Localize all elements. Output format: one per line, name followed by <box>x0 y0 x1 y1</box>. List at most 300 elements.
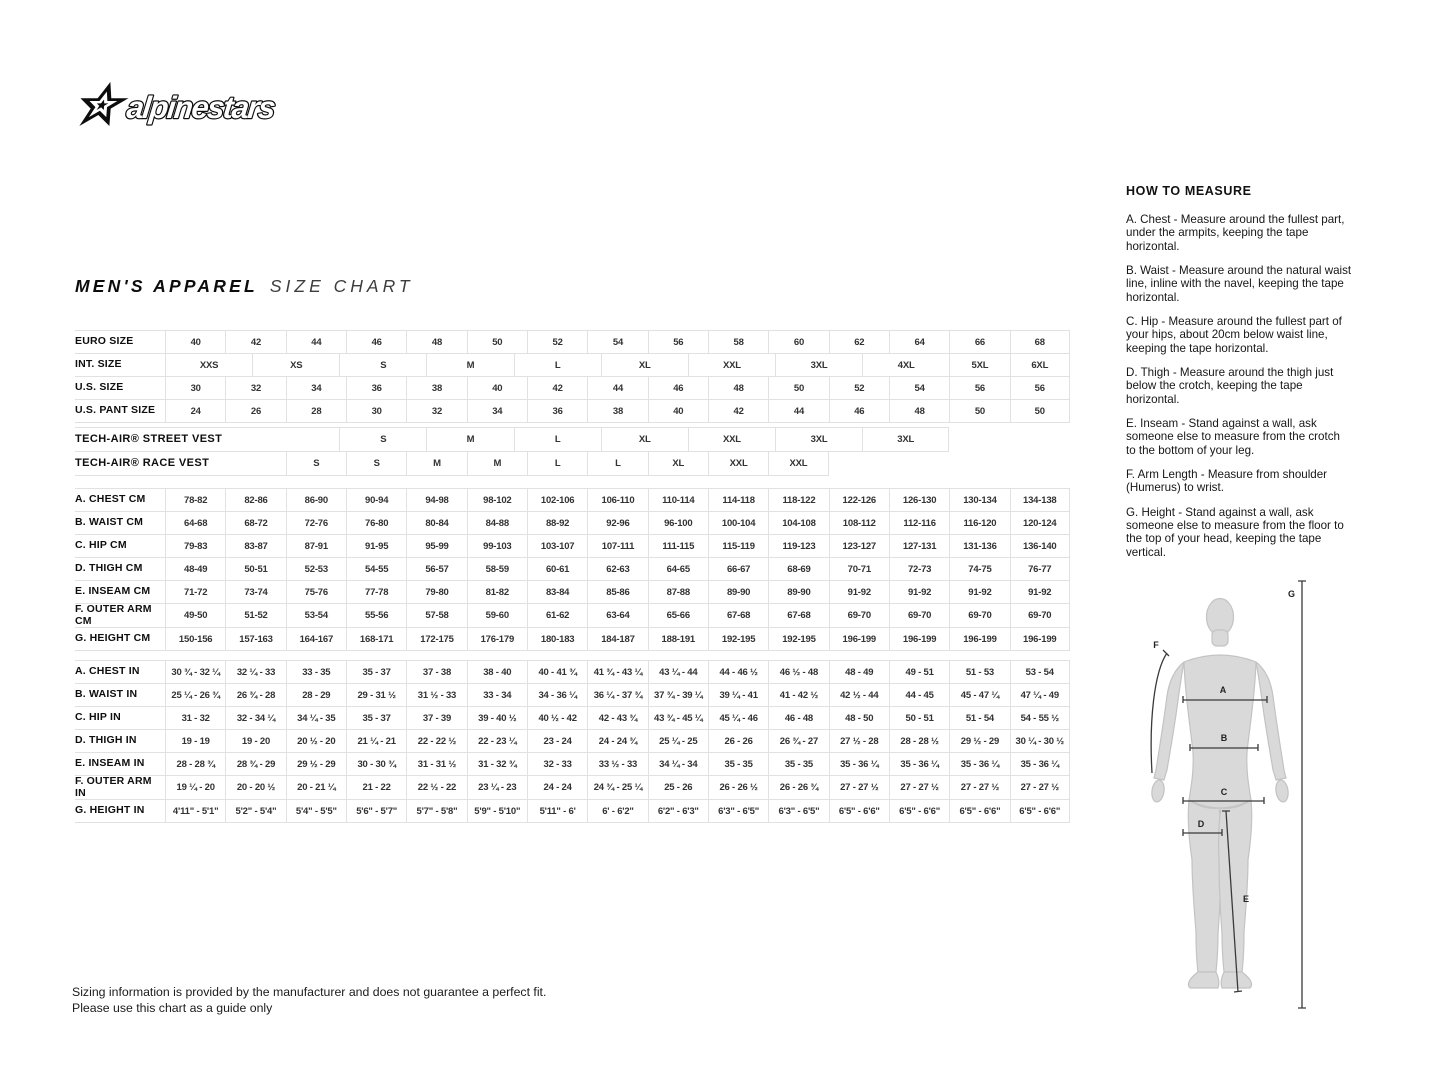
size-cell: 26 - 26 ½ <box>708 776 768 799</box>
size-cell: 27 - 27 ½ <box>1010 776 1070 799</box>
size-cell: 40 <box>467 377 527 399</box>
size-cell: 91-92 <box>1010 581 1070 603</box>
row-label: A. CHEST IN <box>75 665 140 678</box>
gap-cell <box>165 452 286 475</box>
size-cell: 98-102 <box>467 489 527 511</box>
table-row <box>75 400 1070 423</box>
size-cell: 40 - 41 ¾ <box>527 661 587 683</box>
size-cell: 4'11" - 5'1" <box>165 800 225 822</box>
size-cell: 20 ½ - 20 <box>286 730 346 752</box>
size-cell: 31 ½ - 33 <box>406 684 466 706</box>
size-cell: 65-66 <box>648 604 708 627</box>
size-cell: 102-106 <box>527 489 587 511</box>
size-cell: 30 ¾ - 32 ¼ <box>165 661 225 683</box>
measure-line-height <box>1298 581 1306 1008</box>
size-cell: 46 <box>829 400 889 422</box>
size-cell: 33 - 34 <box>467 684 527 706</box>
size-cell: 196-199 <box>889 628 949 650</box>
size-cell: 35 - 37 <box>346 661 406 683</box>
size-cell: 50 <box>467 331 527 353</box>
size-cell: 34 <box>286 377 346 399</box>
size-cell: 184-187 <box>587 628 647 650</box>
size-cell: 35 - 36 ¼ <box>949 753 1009 775</box>
size-cell: 67-68 <box>708 604 768 627</box>
size-cell: 62 <box>829 331 889 353</box>
size-cell: L <box>514 428 601 451</box>
size-cell: 176-179 <box>467 628 527 650</box>
tech-air-rows <box>75 427 949 476</box>
size-cell: M <box>406 452 466 475</box>
table-row <box>75 730 1070 753</box>
table-row <box>75 535 1070 558</box>
size-cell: XXL <box>708 452 768 475</box>
size-cell: 33 - 35 <box>286 661 346 683</box>
size-cell: 24 - 24 <box>527 776 587 799</box>
size-cell: 32 ¼ - 33 <box>225 661 285 683</box>
size-cell: 38 <box>406 377 466 399</box>
size-cell: M <box>426 354 513 376</box>
size-cell: L <box>527 452 587 475</box>
size-cell: 39 - 40 ½ <box>467 707 527 729</box>
size-cell: 50 - 51 <box>889 707 949 729</box>
size-cell: 74-75 <box>949 558 1009 580</box>
size-cell: 27 - 27 ½ <box>949 776 1009 799</box>
table-row <box>75 628 1070 651</box>
figure-label-waist: B <box>1220 733 1228 743</box>
size-cell: 50 <box>949 400 1009 422</box>
size-cell: 26 <box>225 400 285 422</box>
size-cell: 116-120 <box>949 512 1009 534</box>
size-cell: 91-95 <box>346 535 406 557</box>
size-cell: 53 - 54 <box>1010 661 1070 683</box>
size-cell: 21 - 22 <box>346 776 406 799</box>
size-cell: 73-74 <box>225 581 285 603</box>
row-label: F. OUTER ARM CM <box>75 603 152 627</box>
size-cell: 122-126 <box>829 489 889 511</box>
size-cell: 95-99 <box>406 535 466 557</box>
footer-line-1: Sizing information is provided by the manufacturer and does not guarantee a perfect fit. <box>72 985 547 999</box>
table-row <box>75 427 949 452</box>
size-cell: 58-59 <box>467 558 527 580</box>
figure-label-chest: A <box>1219 685 1227 695</box>
size-cell: 69-70 <box>829 604 889 627</box>
size-cell: 44 <box>587 377 647 399</box>
row-label: B. WAIST CM <box>75 516 144 529</box>
size-cell: 112-116 <box>889 512 949 534</box>
size-cell: 41 ¾ - 43 ¼ <box>587 661 647 683</box>
size-cell: 44 <box>768 400 828 422</box>
size-cell: 69-70 <box>889 604 949 627</box>
size-cell: 21 ¼ - 21 <box>346 730 406 752</box>
size-cell: 63-64 <box>587 604 647 627</box>
size-cell: 157-163 <box>225 628 285 650</box>
size-cell: 34 <box>467 400 527 422</box>
size-cell: 27 - 27 ½ <box>889 776 949 799</box>
row-label: U.S. SIZE <box>75 381 124 394</box>
size-cell: 33 ½ - 33 <box>587 753 647 775</box>
how-to-measure-heading: HOW TO MEASURE <box>1126 184 1252 198</box>
size-cell: 20 - 20 ½ <box>225 776 285 799</box>
measure-instruction: D. Thigh - Measure around the thigh just below the crotch, keeping the tape horizontal. <box>1126 365 1334 406</box>
size-cell: 48-49 <box>165 558 225 580</box>
row-label: B. WAIST IN <box>75 688 138 701</box>
size-cell: 28 - 28 ½ <box>889 730 949 752</box>
size-cell: 5XL <box>949 354 1009 376</box>
size-cell: 23 - 24 <box>527 730 587 752</box>
size-cell: 89-90 <box>768 581 828 603</box>
size-cell: 28 - 28 ¾ <box>165 753 225 775</box>
size-cell: 25 ¼ - 25 <box>648 730 708 752</box>
size-cell: 42 - 43 ¾ <box>587 707 647 729</box>
table-row <box>75 354 1070 377</box>
table-row <box>75 330 1070 354</box>
size-cell: 28 ¾ - 29 <box>225 753 285 775</box>
size-cell: 26 ¾ - 27 <box>768 730 828 752</box>
size-cell: XS <box>252 354 339 376</box>
size-cell: 40 ½ - 42 <box>527 707 587 729</box>
size-cell: 25 ¼ - 26 ¾ <box>165 684 225 706</box>
size-cell: 32 <box>406 400 466 422</box>
size-cell: 79-83 <box>165 535 225 557</box>
size-cell: 86-90 <box>286 489 346 511</box>
table-row <box>75 660 1070 684</box>
size-cell: 39 ¼ - 41 <box>708 684 768 706</box>
row-label: EURO SIZE <box>75 335 134 348</box>
size-cell: 50 <box>768 377 828 399</box>
size-cell: 35 - 36 ¼ <box>889 753 949 775</box>
size-cell: 83-84 <box>527 581 587 603</box>
size-cell: 26 ¾ - 28 <box>225 684 285 706</box>
size-cell: S <box>346 452 406 475</box>
size-cell: 76-80 <box>346 512 406 534</box>
row-label: E. INSEAM IN <box>75 757 145 770</box>
size-cell: 71-72 <box>165 581 225 603</box>
size-cell: 51-52 <box>225 604 285 627</box>
size-cell: S <box>339 354 426 376</box>
how-to-measure-panel <box>1126 184 1352 570</box>
size-cell: 44 - 45 <box>889 684 949 706</box>
row-label: D. THIGH CM <box>75 562 143 575</box>
size-cell: 87-91 <box>286 535 346 557</box>
size-cell: M <box>426 428 513 451</box>
size-cell: 30 - 30 ¾ <box>346 753 406 775</box>
size-cell: 83-87 <box>225 535 285 557</box>
measure-instruction: A. Chest - Measure around the fullest part, under the armpits, keeping the tape horizontal. <box>1126 213 1345 253</box>
figure-label-height: G <box>1287 589 1295 599</box>
size-cell: 30 <box>165 377 225 399</box>
size-cell: 52 <box>829 377 889 399</box>
size-cell: 32 <box>225 377 285 399</box>
size-cell: 107-111 <box>587 535 647 557</box>
size-cell: 31 - 32 ¾ <box>467 753 527 775</box>
size-cell: XL <box>648 452 708 475</box>
size-cell: 3XL <box>775 428 862 451</box>
size-cell: 196-199 <box>829 628 889 650</box>
size-cell: 96-100 <box>648 512 708 534</box>
alpinestars-logo <box>66 78 324 136</box>
size-cell: 5'6" - 5'7" <box>346 800 406 822</box>
in-measurements <box>75 660 1070 823</box>
size-cell: 42 <box>708 400 768 422</box>
size-cell: 56 <box>949 377 1009 399</box>
size-cell: 119-123 <box>768 535 828 557</box>
size-cell: 136-140 <box>1010 535 1070 557</box>
size-cell: 31 - 31 ½ <box>406 753 466 775</box>
row-label: TECH-AIR® RACE VEST <box>75 457 210 470</box>
size-cell: 68-72 <box>225 512 285 534</box>
size-cell: 49 - 51 <box>889 661 949 683</box>
measure-instruction: G. Height - Stand against a wall, ask someone else to measure from the floor to the top of your head, keeping the tape vertical. <box>1126 505 1344 559</box>
size-cell: 38 - 40 <box>467 661 527 683</box>
row-label: C. HIP CM <box>75 539 127 552</box>
size-cell: 19 - 20 <box>225 730 285 752</box>
size-cell: 35 - 35 <box>708 753 768 775</box>
size-cell: 61-62 <box>527 604 587 627</box>
size-cell: 131-136 <box>949 535 1009 557</box>
size-cell: 48 <box>889 400 949 422</box>
size-table-header <box>75 330 1070 423</box>
size-cell: 91-92 <box>889 581 949 603</box>
size-cell: 51 - 53 <box>949 661 1009 683</box>
size-cell: 6'5" - 6'6" <box>889 800 949 822</box>
table-row <box>75 684 1070 707</box>
size-cell: 46 - 48 <box>768 707 828 729</box>
size-cell: 164-167 <box>286 628 346 650</box>
table-row <box>75 512 1070 535</box>
size-cell: XXL <box>688 428 775 451</box>
size-cell: 51 - 54 <box>949 707 1009 729</box>
how-to-measure-list <box>1126 213 1352 559</box>
size-cell: 192-195 <box>708 628 768 650</box>
size-cell: 19 - 19 <box>165 730 225 752</box>
cm-measurements <box>75 488 1070 651</box>
measure-instruction: C. Hip - Measure around the fullest part of your hips, about 20cm below waist line, keeping the tape horizontal. <box>1126 314 1342 355</box>
size-cell: 56 <box>648 331 708 353</box>
size-cell: 54 <box>587 331 647 353</box>
size-cell: 196-199 <box>1010 628 1070 650</box>
size-cell: 196-199 <box>949 628 1009 650</box>
table-row <box>75 753 1070 776</box>
size-cell: 104-108 <box>768 512 828 534</box>
size-cell: 75-76 <box>286 581 346 603</box>
size-cell: 40 <box>648 400 708 422</box>
size-cell: 99-103 <box>467 535 527 557</box>
row-label: U.S. PANT SIZE <box>75 404 156 417</box>
size-cell: 43 ¾ - 45 ¼ <box>648 707 708 729</box>
row-label: C. HIP IN <box>75 711 121 724</box>
size-cell: 62-63 <box>587 558 647 580</box>
size-cell: 130-134 <box>949 489 1009 511</box>
size-cell: 45 ¼ - 46 <box>708 707 768 729</box>
size-cell: 38 <box>587 400 647 422</box>
size-cell: 192-195 <box>768 628 828 650</box>
size-cell: 66 <box>949 331 1009 353</box>
size-cell: 188-191 <box>648 628 708 650</box>
size-cell: 64 <box>889 331 949 353</box>
size-cell: 69-70 <box>949 604 1009 627</box>
size-cell: 70-71 <box>829 558 889 580</box>
size-cell: 6'3" - 6'5" <box>768 800 828 822</box>
size-cell: 25 - 26 <box>648 776 708 799</box>
size-cell: 134-138 <box>1010 489 1070 511</box>
size-cell: 30 <box>346 400 406 422</box>
row-label: G. HEIGHT IN <box>75 804 145 817</box>
table-row <box>75 604 1070 628</box>
size-cell: 180-183 <box>527 628 587 650</box>
size-cell: 34 ¼ - 34 <box>648 753 708 775</box>
size-cell: 41 - 42 ½ <box>768 684 828 706</box>
page-title-secondary: SIZE CHART <box>269 276 414 296</box>
size-cell: 46 ½ - 48 <box>768 661 828 683</box>
size-cell: 52-53 <box>286 558 346 580</box>
size-cell: 35 - 35 <box>768 753 828 775</box>
size-cell: 28 - 29 <box>286 684 346 706</box>
size-cell: 80-84 <box>406 512 466 534</box>
size-cell: 32 - 33 <box>527 753 587 775</box>
size-cell: 89-90 <box>708 581 768 603</box>
size-cell: 85-86 <box>587 581 647 603</box>
size-cell: 59-60 <box>467 604 527 627</box>
measure-instruction: B. Waist - Measure around the natural waist line, inline with the navel, keeping the tape horizontal. <box>1126 263 1352 304</box>
row-label: A. CHEST CM <box>75 493 146 506</box>
size-cell: 72-76 <box>286 512 346 534</box>
size-cell: 54 <box>889 377 949 399</box>
table-row <box>75 452 829 476</box>
size-cell: XL <box>601 428 688 451</box>
size-cell: 106-110 <box>587 489 647 511</box>
row-label: G. HEIGHT CM <box>75 632 151 645</box>
size-cell: 60 <box>768 331 828 353</box>
size-cell: 27 ½ - 28 <box>829 730 889 752</box>
size-cell: 6'5" - 6'6" <box>1010 800 1070 822</box>
size-cell: 94-98 <box>406 489 466 511</box>
size-cell: 24 - 24 ¾ <box>587 730 647 752</box>
size-cell: 24 ¾ - 25 ¼ <box>587 776 647 799</box>
gap-cell <box>165 428 339 451</box>
size-cell: 34 ¼ - 35 <box>286 707 346 729</box>
size-cell: 29 ½ - 29 <box>949 730 1009 752</box>
size-cell: 6' - 6'2" <box>587 800 647 822</box>
size-cell: 42 <box>225 331 285 353</box>
size-cell: 5'4" - 5'5" <box>286 800 346 822</box>
size-cell: 77-78 <box>346 581 406 603</box>
size-cell: 6'3" - 6'5" <box>708 800 768 822</box>
size-cell: 81-82 <box>467 581 527 603</box>
size-cell: 52 <box>527 331 587 353</box>
size-cell: 56-57 <box>406 558 466 580</box>
size-cell: M <box>467 452 527 475</box>
size-cell: XXL <box>688 354 775 376</box>
page-title-primary: MEN'S APPAREL <box>75 276 258 296</box>
size-cell: 35 - 37 <box>346 707 406 729</box>
size-cell: 26 - 26 <box>708 730 768 752</box>
figure-label-arm: F <box>1153 640 1159 650</box>
size-cell: 30 ¼ - 30 ½ <box>1010 730 1070 752</box>
size-cell: 100-104 <box>708 512 768 534</box>
size-cell: 4XL <box>862 354 949 376</box>
size-cell: 44 - 46 ½ <box>708 661 768 683</box>
size-cell: 114-118 <box>708 489 768 511</box>
size-cell: 34 - 36 ¼ <box>527 684 587 706</box>
size-cell: S <box>339 428 426 451</box>
size-cell: 67-68 <box>768 604 828 627</box>
size-cell: 56 <box>1010 377 1070 399</box>
size-cell: 46 <box>648 377 708 399</box>
row-label: E. INSEAM CM <box>75 585 151 598</box>
size-cell: 24 <box>165 400 225 422</box>
size-cell: 36 ¼ - 37 ¾ <box>587 684 647 706</box>
size-cell: 48 <box>406 331 466 353</box>
size-cell: XXS <box>165 354 252 376</box>
footer-disclaimer <box>72 985 546 1017</box>
size-cell: 82-86 <box>225 489 285 511</box>
size-cell: 5'7" - 5'8" <box>406 800 466 822</box>
size-cell: 79-80 <box>406 581 466 603</box>
size-cell: 58 <box>708 331 768 353</box>
size-cell: 29 - 31 ½ <box>346 684 406 706</box>
size-cell: 54-55 <box>346 558 406 580</box>
page-title <box>75 276 414 297</box>
size-cell: 6XL <box>1010 354 1070 376</box>
size-cell: 22 - 23 ¼ <box>467 730 527 752</box>
size-cell: 126-130 <box>889 489 949 511</box>
size-cell: 35 - 36 ¼ <box>829 753 889 775</box>
size-cell: 22 - 22 ½ <box>406 730 466 752</box>
measure-instruction: F. Arm Length - Measure from shoulder (Humerus) to wrist. <box>1126 467 1328 495</box>
size-cell: 29 ½ - 29 <box>286 753 346 775</box>
size-cell: 92-96 <box>587 512 647 534</box>
measure-instruction: E. Inseam - Stand against a wall, ask someone else to measure from the crotch to the bottom of your leg. <box>1126 416 1340 457</box>
size-cell: 127-131 <box>889 535 949 557</box>
table-row <box>75 377 1070 400</box>
size-cell: 120-124 <box>1010 512 1070 534</box>
size-cell: XL <box>601 354 688 376</box>
size-cell: 64-68 <box>165 512 225 534</box>
size-cell: 48 <box>708 377 768 399</box>
size-cell: 64-65 <box>648 558 708 580</box>
row-label: INT. SIZE <box>75 358 122 371</box>
size-cell: 32 - 34 ¼ <box>225 707 285 729</box>
size-cell: 50 <box>1010 400 1070 422</box>
row-label: D. THIGH IN <box>75 734 137 747</box>
size-cell: 37 - 38 <box>406 661 466 683</box>
figure-label-inseam: E <box>1242 894 1250 904</box>
size-cell: 3XL <box>775 354 862 376</box>
size-cell: L <box>514 354 601 376</box>
size-cell: 91-92 <box>829 581 889 603</box>
size-cell: 91-92 <box>949 581 1009 603</box>
size-cell: 35 - 36 ¼ <box>1010 753 1070 775</box>
size-cell: 6'2" - 6'3" <box>648 800 708 822</box>
size-cell: 60-61 <box>527 558 587 580</box>
size-cell: 23 ¼ - 23 <box>467 776 527 799</box>
size-cell: 49-50 <box>165 604 225 627</box>
size-cell: 50-51 <box>225 558 285 580</box>
size-cell: 90-94 <box>346 489 406 511</box>
row-label: F. OUTER ARM IN <box>75 775 152 799</box>
size-cell: L <box>587 452 647 475</box>
size-cell: 150-156 <box>165 628 225 650</box>
table-row <box>75 800 1070 823</box>
size-cell: 5'2" - 5'4" <box>225 800 285 822</box>
size-cell: 84-88 <box>467 512 527 534</box>
size-cell: 5'11" - 6' <box>527 800 587 822</box>
table-row <box>75 707 1070 730</box>
size-cell: 110-114 <box>648 489 708 511</box>
size-cell: 40 <box>165 331 225 353</box>
size-cell: 6'5" - 6'6" <box>949 800 1009 822</box>
size-cell: S <box>286 452 346 475</box>
